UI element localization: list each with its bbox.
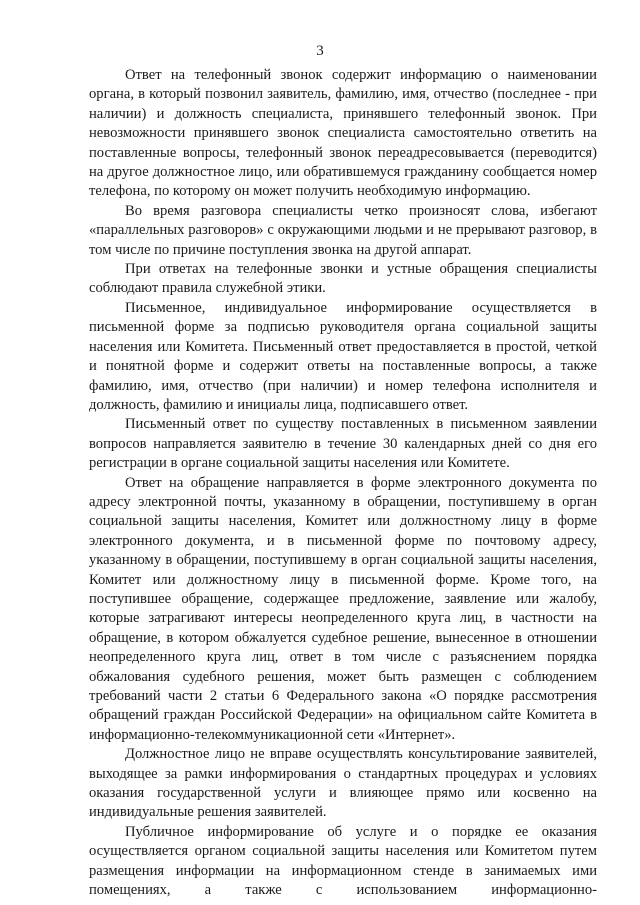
paragraph-public-informing: Публичное информирование об услуге и о порядке ее оказания осуществляется органом социальной защиты населения или Комитетом путем размещения информации на информационном стенде в занимаемых ими помещениях, а также с использованием информационно- xyxy=(89,823,597,899)
paragraph-written-informing: Письменное, индивидуальное информирование осуществляется в письменной форме за подписью руководителя органа социальной защиты населения или Комитета. Письменный ответ предоставляется в простой, четкой и понятной форме и содержит ответы на поставленные вопросы, а также фамилию, имя, отчество (при наличии) и номер телефона исполнителя и должность, фамилию и инициалы лица, подписавшего ответ. xyxy=(89,299,597,413)
document-body xyxy=(89,66,597,900)
paragraph-consulting-limits: Должностное лицо не вправе осуществлять консультирование заявителей, выходящее за рамки информирования о стандартных процедурах и условиях оказания государственной услуги и влияющее прямо или косвенно на индивидуальные решения заявителей. xyxy=(89,746,597,821)
paragraph-conversation-rules: Во время разговора специалисты четко произносят слова, избегают «параллельных разговоров» с окружающими людьми и не прерывают разговор, в том числе по причине поступления звонка на другой аппарат. xyxy=(89,202,597,258)
paragraph-service-ethics: При ответах на телефонные звонки и устные обращения специалисты соблюдают правила служебной этики. xyxy=(89,261,597,297)
paragraph-electronic-answer: Ответ на обращение направляется в форме электронного документа по адресу электронной почты, указанному в обращении, поступившему в орган социальной защиты населения, Комитет или должностному лицу в форме электронного документа, и в письменной форме по почтовому адресу, указанному в обращении, поступившему в орган социальной защиты населения, Комитет или должностному лицу в письменной форме. Кроме того, на поступившее обращение, содержащее предложение, заявление или жалобу, которые затрагивают интересы неопределенного круга лиц, в частности на обращение, в котором обжалуется судебное решение, вынесенное в отношении неопределенного круга лиц, ответ в том числе с разъяснением порядка обжалования судебного решения, может быть размещен с соблюдением требований части 2 статьи 6 Федерального закона «О порядке рассмотрения обращений граждан Российской Федерации» на официальном сайте Комитета в информационно-телекоммуникационной сети «Интернет». xyxy=(89,474,597,743)
paragraph-written-answer-term: Письменный ответ по существу поставленных в письменном заявлении вопросов направляется заявителю в течение 30 календарных дней со дня его регистрации в органе социальной защиты населения или Комитете. xyxy=(89,416,597,472)
page-number: 3 xyxy=(316,43,324,59)
paragraph-phone-answer: Ответ на телефонный звонок содержит информацию о наименовании органа, в который позвонил заявитель, фамилию, имя, отчество (последнее - при наличии) и должность специалиста, принявшего телефонный звонок. При невозможности принявшего звонок специалиста самостоятельно ответить на поставленные вопросы, телефонный звонок переадресовывается (переводится) на другое должностное лицо, или обратившемуся гражданину сообщается номер телефона, по которому он может получить необходимую информацию. xyxy=(89,67,597,200)
